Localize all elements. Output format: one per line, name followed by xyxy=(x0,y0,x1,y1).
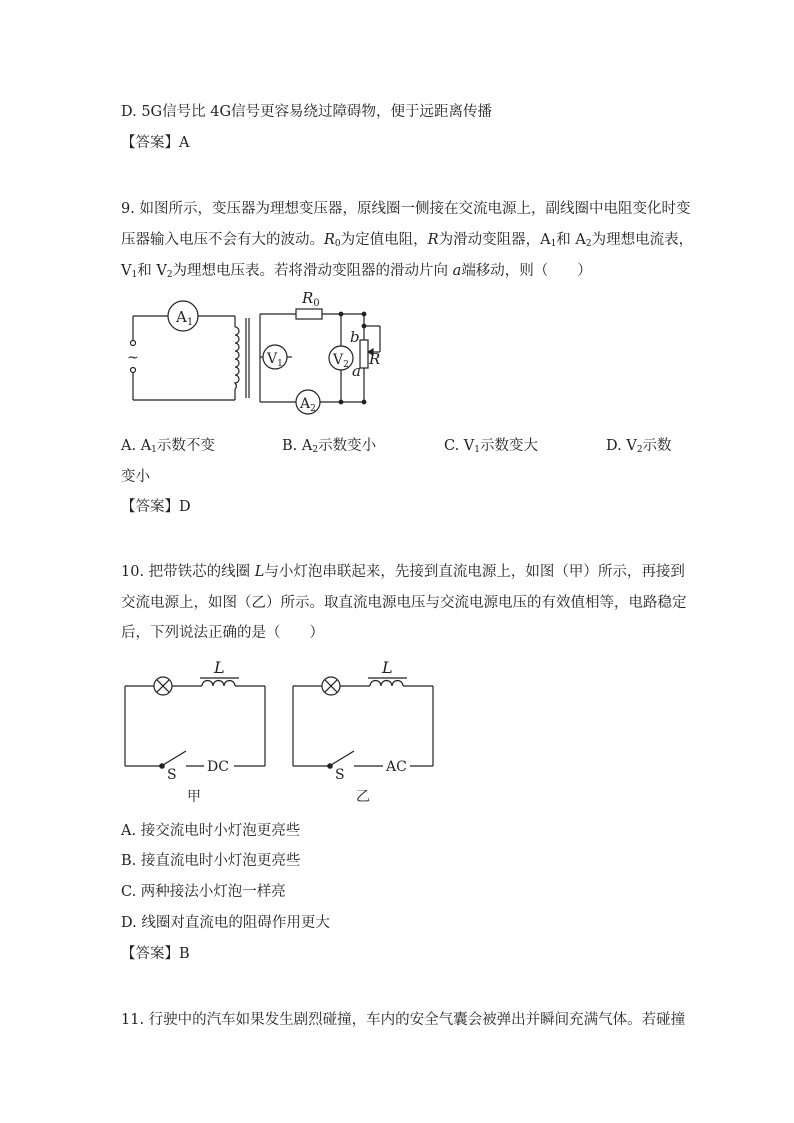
q9-ammeter-a1-label: $A_1$ xyxy=(176,308,194,328)
q9-b-label: b xyxy=(350,328,360,346)
q9-voltmeter-v1-label: $V_1$ xyxy=(267,351,283,369)
q9-voltmeter-v2-label: $V_2$ xyxy=(333,352,349,370)
q9-r-label: R xyxy=(369,350,381,368)
q10-yi-inductor-label: L xyxy=(382,658,393,677)
q10-jia-caption: 甲 xyxy=(187,789,201,805)
q10-yi-switch-label: S xyxy=(335,767,345,783)
q10-stem-line1: 10. 把带铁芯的线圈 L与小灯泡串联起来，先接到直流电源上，如图（甲）所示，再接到 xyxy=(121,564,685,580)
q9-stem-line2: 压器输入电压不会有大的波动。$R_0$为定值电阻，R为滑动变阻器，$A_1$和 $A_2$为理想电流表， xyxy=(121,232,694,249)
q10-option-c: C. 两种接法小灯泡一样亮 xyxy=(121,884,286,900)
q9-stem-line3: $V_1$和 $V_2$为理想电压表。若将滑动变阻器的滑动片向 a端移动，则（ ） xyxy=(121,263,592,280)
q10-option-a: A. 接交流电时小灯泡更亮些 xyxy=(121,823,301,839)
q9-option-c: C. $V_1$示数变大 xyxy=(444,438,539,455)
q10-stem-line2: 交流电源上，如图（乙）所示。取直流电源电压与交流电源电压的有效值相等，电路稳定 xyxy=(121,595,687,611)
q9-stem-line1: 9. 如图所示，变压器为理想变压器，原线圈一侧接在交流电源上，副线圈中电阻变化时变 xyxy=(121,201,691,217)
q10-jia-switch-label: S xyxy=(167,767,177,783)
q10-jia-inductor-label: L xyxy=(214,658,225,677)
q9-option-d: D. $V_2$示数 xyxy=(606,438,672,455)
q10-jia-source-label: DC xyxy=(207,759,229,775)
q9-ammeter-a2-label: $A_2$ xyxy=(300,396,316,414)
q9-a-label: a xyxy=(352,362,361,380)
q10-figure-jia xyxy=(125,677,265,768)
q10-option-b: B. 接直流电时小灯泡更亮些 xyxy=(121,853,301,869)
q10-yi-caption: 乙 xyxy=(356,789,370,805)
q9-option-b: B. $A_2$示数变小 xyxy=(282,438,377,455)
q9-r0-label: $R_0$ xyxy=(302,289,320,309)
q10-figure-yi xyxy=(293,677,433,768)
q9-answer: 【答案】D xyxy=(121,499,191,515)
q10-yi-source-label: AC xyxy=(386,759,407,775)
q10-stem-line3: 后，下列说法正确的是（ ） xyxy=(121,625,324,641)
q9-option-d-wrap: 变小 xyxy=(121,469,150,485)
q8-option-d: D. 5G信号比 4G信号更容易绕过障碍物，便于远距离传播 xyxy=(121,104,493,120)
q11-stem-line1: 11. 行驶中的汽车如果发生剧烈碰撞，车内的安全气囊会被弹出并瞬间充满气体。若碰撞 xyxy=(121,1012,686,1028)
q9-ac-source-symbol: ~ xyxy=(127,350,139,366)
q10-answer: 【答案】B xyxy=(121,946,190,962)
q10-option-d: D. 线圈对直流电的阻碍作用更大 xyxy=(121,915,330,931)
q9-option-a: A. $A_1$示数不变 xyxy=(121,438,215,455)
q8-answer: 【答案】A xyxy=(121,135,190,151)
